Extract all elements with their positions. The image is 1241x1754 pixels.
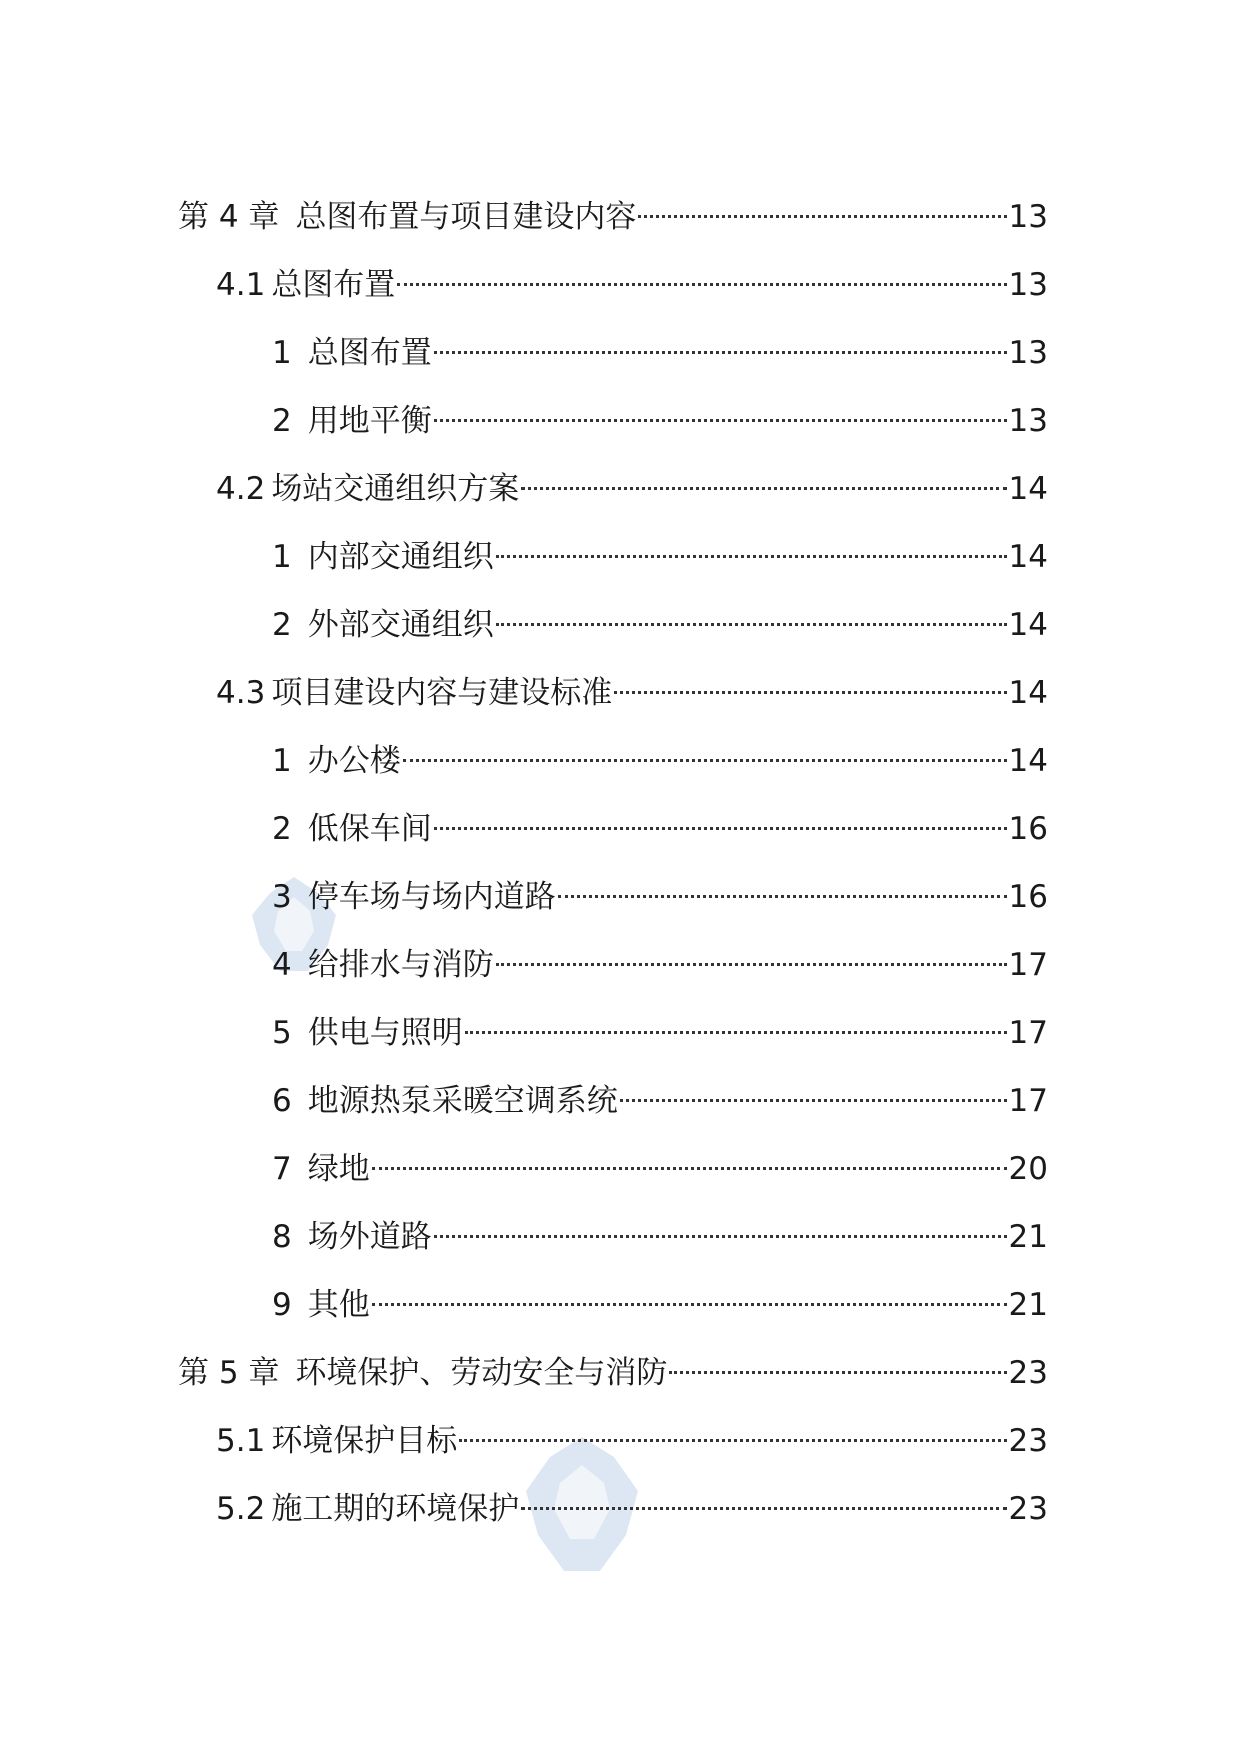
toc-entry-title: 总图布置 — [307, 335, 432, 371]
toc-entry-title: 总图布置与项目建设内容 — [295, 199, 637, 235]
toc-entry-4-2[interactable] — [178, 455, 1048, 523]
toc-entry-5-1[interactable] — [178, 1407, 1048, 1475]
toc-entry-number: 4.2 — [216, 471, 266, 507]
toc-entry-title: 内部交通组织 — [307, 539, 494, 575]
toc-entry-title: 给排水与消防 — [307, 947, 494, 983]
toc-dot-leader — [372, 1303, 1007, 1306]
toc-entry-number: 9 — [272, 1287, 292, 1323]
toc-entry-4-3-5[interactable] — [178, 999, 1048, 1067]
toc-entry-number: 4.1 — [216, 267, 266, 303]
toc-entry-5-2[interactable] — [178, 1475, 1048, 1543]
toc-page-number: 23 — [1008, 1491, 1048, 1527]
toc-entry-title: 场站交通组织方案 — [271, 471, 520, 507]
toc-entry-4-3-9[interactable] — [178, 1271, 1048, 1339]
toc-dot-leader — [434, 351, 1007, 354]
toc-entry-number: 2 — [272, 811, 292, 847]
toc-entry-4-2-2[interactable] — [178, 591, 1048, 659]
toc-entry-number: 1 — [272, 335, 292, 371]
toc-page-number: 17 — [1008, 1015, 1048, 1051]
toc-entry-title: 其他 — [307, 1287, 370, 1323]
toc-page-number: 14 — [1008, 743, 1048, 779]
toc-dot-leader — [620, 1099, 1007, 1102]
table-of-contents — [178, 183, 1048, 1543]
toc-page-number: 23 — [1008, 1355, 1048, 1391]
toc-entry-4-3-2[interactable] — [178, 795, 1048, 863]
toc-entry-4-3[interactable] — [178, 659, 1048, 727]
toc-entry-4-3-6[interactable] — [178, 1067, 1048, 1135]
toc-entry-number: 1 — [272, 743, 292, 779]
toc-entry-title: 供电与照明 — [307, 1015, 463, 1051]
toc-entry-4-3-4[interactable] — [178, 931, 1048, 999]
toc-entry-title: 用地平衡 — [307, 403, 432, 439]
toc-entry-title: 项目建设内容与建设标准 — [271, 675, 613, 711]
toc-dot-leader — [496, 623, 1007, 626]
toc-entry-number: 5.1 — [216, 1423, 266, 1459]
toc-page-number: 14 — [1008, 675, 1048, 711]
toc-entry-title: 地源热泵采暖空调系统 — [307, 1083, 618, 1119]
toc-entry-number: 5 — [272, 1015, 292, 1051]
toc-entry-number: 2 — [272, 403, 292, 439]
toc-entry-title: 低保车间 — [307, 811, 432, 847]
toc-entry-4-3-3[interactable] — [178, 863, 1048, 931]
toc-entry-number: 7 — [272, 1151, 292, 1187]
toc-page-number: 17 — [1008, 947, 1048, 983]
toc-entry-number: 第 5 章 — [178, 1355, 280, 1391]
toc-entry-title: 施工期的环境保护 — [271, 1491, 520, 1527]
toc-entry-4-1-2[interactable] — [178, 387, 1048, 455]
toc-page-number: 13 — [1008, 403, 1048, 439]
toc-entry-number: 2 — [272, 607, 292, 643]
toc-page-number: 16 — [1008, 879, 1048, 915]
toc-entry-4-1-1[interactable] — [178, 319, 1048, 387]
toc-entry-number: 8 — [272, 1219, 292, 1255]
toc-entry-title: 停车场与场内道路 — [307, 879, 556, 915]
toc-dot-leader — [614, 691, 1006, 694]
toc-dot-leader — [638, 215, 1006, 218]
toc-dot-leader — [558, 895, 1007, 898]
toc-dot-leader — [372, 1167, 1007, 1170]
toc-dot-leader — [521, 1507, 1006, 1510]
toc-page-number: 14 — [1008, 607, 1048, 643]
toc-entry-chapter-4[interactable] — [178, 183, 1048, 251]
toc-dot-leader — [465, 1031, 1007, 1034]
toc-page-number: 17 — [1008, 1083, 1048, 1119]
toc-entry-title: 总图布置 — [271, 267, 396, 303]
toc-page-number: 16 — [1008, 811, 1048, 847]
toc-page-number: 21 — [1008, 1287, 1048, 1323]
toc-entry-4-3-1[interactable] — [178, 727, 1048, 795]
toc-page-number: 21 — [1008, 1219, 1048, 1255]
toc-dot-leader — [521, 487, 1006, 490]
toc-entry-number: 第 4 章 — [178, 199, 280, 235]
toc-page-number: 23 — [1008, 1423, 1048, 1459]
toc-entry-title: 环境保护、劳动安全与消防 — [295, 1355, 668, 1391]
toc-dot-leader — [669, 1371, 1006, 1374]
toc-page-number: 13 — [1008, 199, 1048, 235]
toc-entry-title: 场外道路 — [307, 1219, 432, 1255]
toc-entry-chapter-5[interactable] — [178, 1339, 1048, 1407]
toc-entry-number: 3 — [272, 879, 292, 915]
toc-entry-4-3-7[interactable] — [178, 1135, 1048, 1203]
toc-page-number: 20 — [1008, 1151, 1048, 1187]
toc-entry-4-3-8[interactable] — [178, 1203, 1048, 1271]
toc-page-number: 13 — [1008, 335, 1048, 371]
toc-entry-number: 4 — [272, 947, 292, 983]
toc-page-number: 13 — [1008, 267, 1048, 303]
toc-entry-4-1[interactable] — [178, 251, 1048, 319]
toc-entry-number: 1 — [272, 539, 292, 575]
toc-dot-leader — [397, 283, 1006, 286]
toc-entry-4-2-1[interactable] — [178, 523, 1048, 591]
toc-entry-number: 5.2 — [216, 1491, 266, 1527]
toc-entry-title: 外部交通组织 — [307, 607, 494, 643]
toc-entry-number: 6 — [272, 1083, 292, 1119]
toc-entry-title: 办公楼 — [307, 743, 401, 779]
toc-dot-leader — [434, 1235, 1007, 1238]
toc-dot-leader — [434, 827, 1007, 830]
toc-dot-leader — [496, 963, 1007, 966]
toc-entry-number: 4.3 — [216, 675, 266, 711]
toc-dot-leader — [434, 419, 1007, 422]
toc-dot-leader — [459, 1439, 1006, 1442]
toc-dot-leader — [403, 759, 1007, 762]
toc-page-number: 14 — [1008, 471, 1048, 507]
toc-entry-title: 绿地 — [307, 1151, 370, 1187]
toc-page-number: 14 — [1008, 539, 1048, 575]
toc-entry-title: 环境保护目标 — [271, 1423, 458, 1459]
toc-dot-leader — [496, 555, 1007, 558]
